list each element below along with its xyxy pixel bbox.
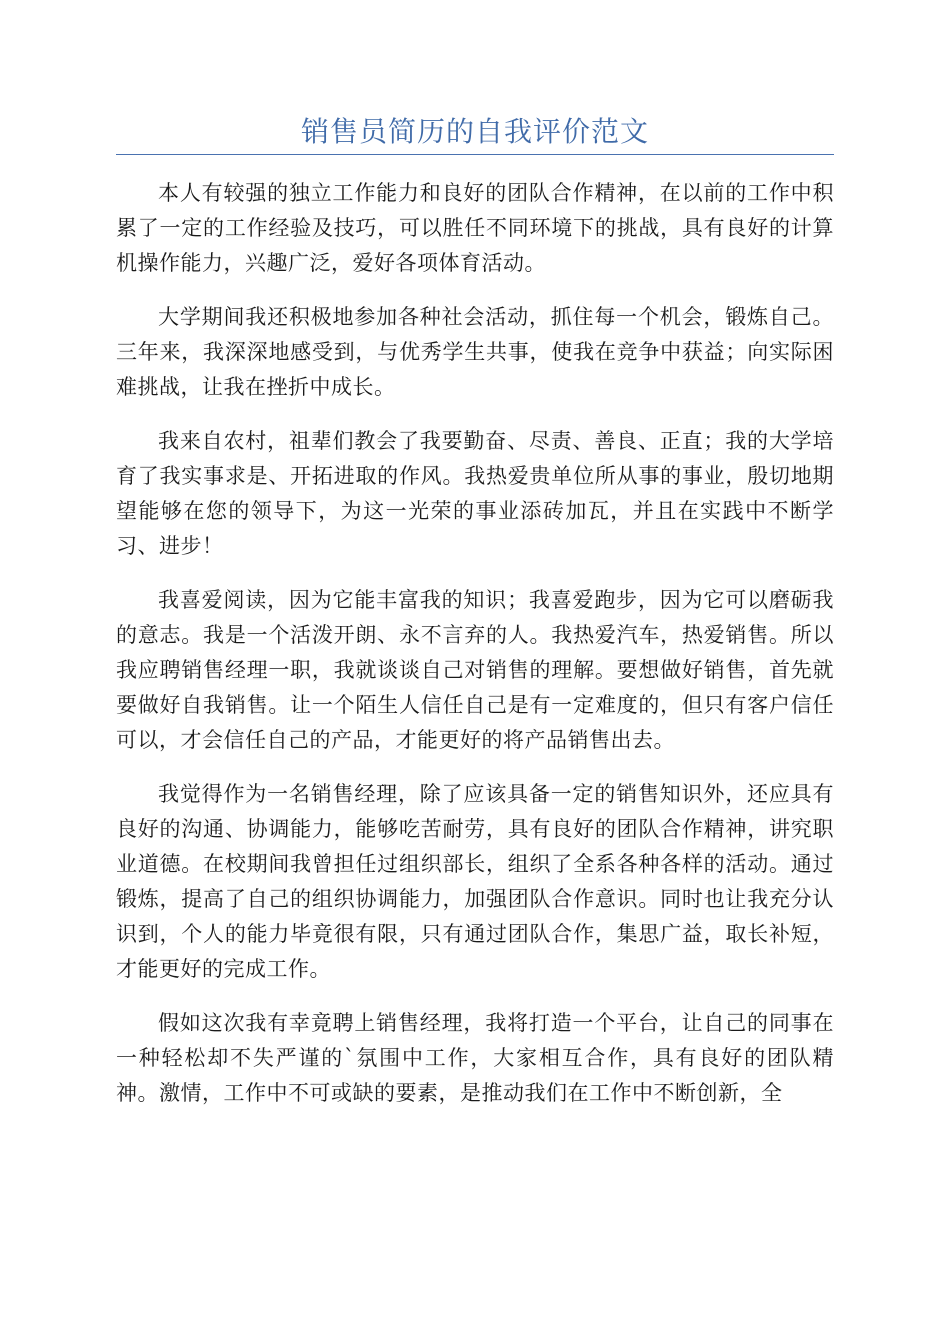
paragraph-4: 我喜爱阅读，因为它能丰富我的知识；我喜爱跑步，因为它可以磨砺我的意志。我是一个活泼开朗、永不言弃的人。我热爱汽车，热爱销售。所以我应聘销售经理一职，我就谈谈自己对销售的理解。要想做好销售，首先就要做好自我销售。让一个陌生人信任自己是有一定难度的，但只有客户信任可以，才会信任自己的产品，才能更好的将产品销售出去。: [116, 588, 834, 752]
document-title: 销售员简历的自我评价范文: [300, 115, 649, 148]
title-underline: [116, 154, 834, 155]
paragraph-6: 假如这次我有幸竟聘上销售经理，我将打造一个平台，让自己的同事在一种轻松却不失严谨的`氛围中工作，大家相互合作，具有良好的团队精神。激情，工作中不可或缺的要素，是推动我们在工作中不断创新，全: [116, 1011, 834, 1105]
document-body: [116, 176, 834, 1130]
paragraph-3: 我来自农村，祖辈们教会了我要勤奋、尽责、善良、正直；我的大学培育了我实事求是、开拓进取的作风。我热爱贵单位所从事的事业，殷切地期望能够在您的领导下，为这一光荣的事业添砖加瓦，并且在实践中不断学习、进步！: [116, 429, 834, 558]
paragraph-2: 大学期间我还积极地参加各种社会活动，抓住每一个机会，锻炼自己。三年来，我深深地感受到，与优秀学生共事，使我在竞争中获益；向实际困难挑战，让我在挫折中成长。: [116, 305, 834, 399]
paragraph-1: 本人有较强的独立工作能力和良好的团队合作精神，在以前的工作中积累了一定的工作经验及技巧，可以胜任不同环境下的挑战，具有良好的计算机操作能力，兴趣广泛，爱好各项体育活动。: [116, 181, 834, 275]
paragraph-5: 我觉得作为一名销售经理，除了应该具备一定的销售知识外，还应具有良好的沟通、协调能力，能够吃苦耐劳，具有良好的团队合作精神，讲究职业道德。在校期间我曾担任过组织部长，组织了全系各种各样的活动。通过锻炼，提高了自己的组织协调能力，加强团队合作意识。同时也让我充分认识到，个人的能力毕竟很有限，只有通过团队合作，集思广益，取长补短，才能更好的完成工作。: [116, 782, 834, 981]
